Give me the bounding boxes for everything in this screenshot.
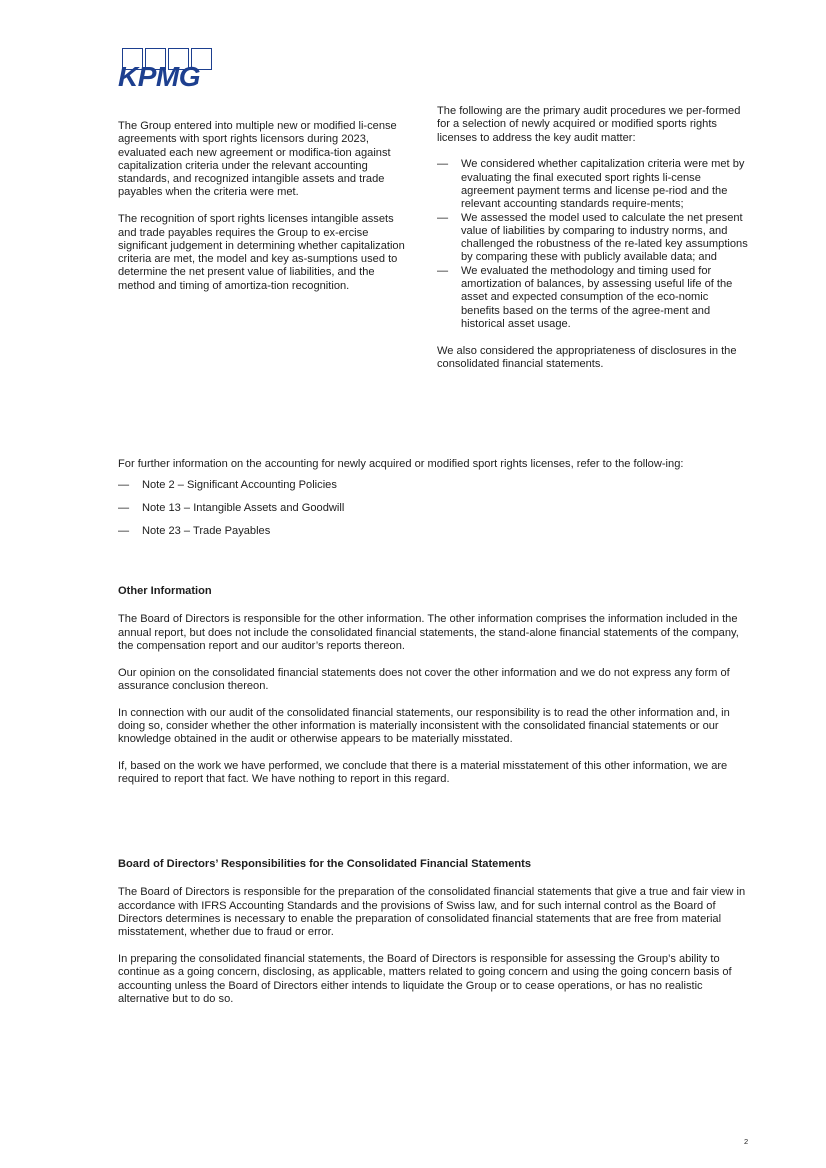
kpmg-logo — [118, 48, 218, 90]
other-information-section — [118, 585, 748, 800]
board-responsibilities-section — [118, 858, 748, 1020]
paragraph: If, based on the work we have performed, we conclude that there is a material misstatement of this other information, we are required to report that fact. We have nothing to report in this regard. — [118, 760, 728, 786]
note-reference: Note 2 – Significant Accounting Policies — [142, 479, 337, 492]
page-number: 2 — [744, 1137, 749, 1146]
dash-bullet: — — [437, 264, 449, 277]
procedures-closing: We also considered the appropriateness of disclosures in the consolidated financial statements. — [437, 344, 737, 371]
list-item — [437, 212, 749, 265]
paragraph: The Board of Directors is responsible for the other information. The other information comprises the information included in the annual report, but does not include the consolidated financial statements, the stand-alone financial statements of the company, the compensation report and our auditor’s reports thereon. — [118, 613, 739, 652]
further-info-intro: For further information on the accounting for newly acquired or modified sport rights licenses, refer to the follow-ing: — [118, 458, 684, 470]
right-column — [437, 105, 749, 385]
paragraph: The recognition of sport rights licenses intangible assets and trade payables requires the Group to ex-ercise significant judgement in determining whether capitalization criteria are met, the model and key as-sumptions used to determine the net present value of liabilities, and the method and timing of amortiza-tion recognition. — [118, 213, 405, 292]
list-item — [437, 158, 749, 211]
note-reference: Note 23 – Trade Payables — [142, 525, 271, 538]
list-item — [437, 265, 749, 331]
dash-bullet: — — [437, 158, 449, 171]
dash-bullet: — — [118, 479, 130, 492]
procedures-intro: The following are the primary audit procedures we per-formed for a selection of newly acquired or modified sports rights licenses to address the key audit matter: — [437, 105, 741, 144]
paragraph: In preparing the consolidated financial statements, the Board of Directors is responsible for assessing the Group’s ability to continue as a going concern, disclosing, as applicable, matters related to going concern and using the going concern basis of accounting unless the Board of Directors either intends to liquidate the Group or to cease operations, or has no realistic alternative but to do so. — [118, 952, 732, 1005]
list-item — [118, 502, 748, 525]
dash-bullet: — — [118, 502, 130, 515]
list-item-text: We evaluated the methodology and timing used for amortization of balances, by assessing useful life of the asset and expected consumption of the eco-nomic benefits based on the terms of the agree-ment and historical asset usage. — [461, 264, 733, 330]
paragraph: The Board of Directors is responsible for the preparation of the consolidated financial statements that give a true and fair view in accordance with IFRS Accounting Standards and the provisions of Swiss law, and for such internal control as the Board of Directors determines is necessary to enable the preparation of consolidated financial statements that are free from material misstatement, whether due to fraud or error. — [118, 886, 746, 939]
list-item — [118, 525, 748, 548]
dash-bullet: — — [118, 525, 130, 538]
left-column — [118, 120, 410, 307]
list-item-text: We assessed the model used to calculate the net present value of liabilities by comparing to industry norms, and challenged the robustness of the re-lated key assumptions by comparing these with publicly available data; and — [461, 211, 748, 264]
logo-wordmark: KPMG — [118, 61, 200, 92]
section-heading: Board of Directors’ Responsibilities for the Consolidated Financial Statements — [118, 858, 532, 870]
list-item-text: We considered whether capitalization criteria were met by evaluating the final executed sport rights li-cense agreement payment terms and license pe-riod and the relevant accounting standards require-ments; — [461, 158, 745, 211]
dash-bullet: — — [437, 211, 449, 224]
paragraph: In connection with our audit of the consolidated financial statements, our responsibility is to read the other information and, in doing so, consider whether the other information is materially inconsistent with the consolidated financial statements or our knowledge obtained in the audit or otherwise appears to be materially misstated. — [118, 706, 730, 746]
note-reference: Note 13 – Intangible Assets and Goodwill — [142, 502, 345, 515]
paragraph: The Group entered into multiple new or modified li-cense agreements with sport rights licensors during 2023, evaluated each new agreement or modifica-tion against capitalization criteria under the relevant accounting standards, and recognized intangible assets and trade payables when the criteria were met. — [118, 120, 397, 199]
list-item — [118, 479, 748, 502]
paragraph: Our opinion on the consolidated financial statements does not cover the other information and we do not express any form of assurance conclusion thereon. — [118, 666, 730, 692]
section-heading: Other Information — [118, 585, 212, 597]
notes-list — [118, 479, 748, 548]
procedures-list — [437, 158, 749, 331]
further-info-section — [118, 458, 748, 548]
